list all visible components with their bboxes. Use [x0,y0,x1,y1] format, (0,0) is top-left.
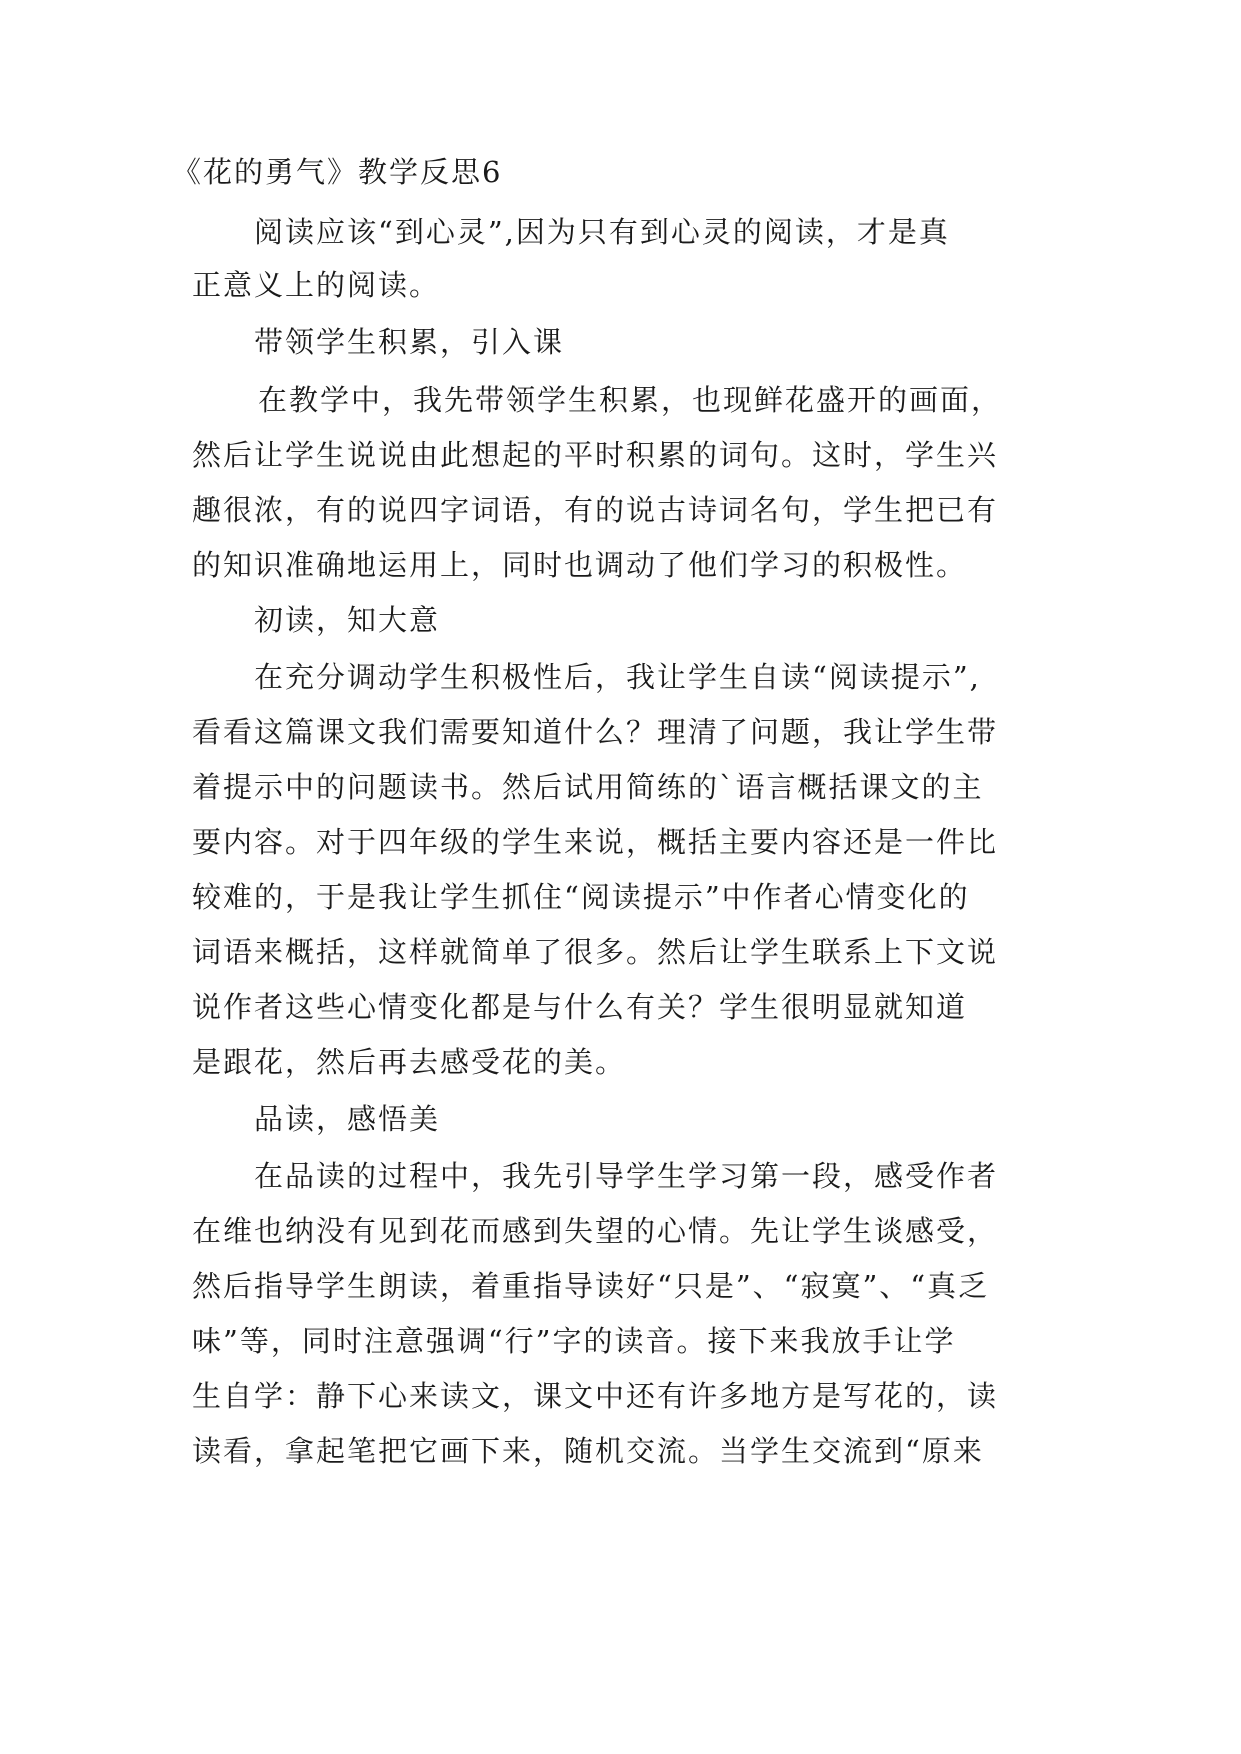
text-line: 是跟花，然后再去感受花的美。 [192,1045,627,1079]
text-line: 较难的，于是我让学生抓住“阅读提示”中作者心情变化的 [192,880,970,914]
section-heading: 品读，感悟美 [254,1102,441,1136]
text-line: 着提示中的问题读书。然后试用简练的`语言概括课文的主 [192,770,984,804]
text-line: 要内容。对于四年级的学生来说，概括主要内容还是一件比 [192,825,999,859]
text-line: 词语来概括，这样就简单了很多。然后让学生联系上下文说 [192,935,999,969]
document-title: 《花的勇气》教学反思6 [172,155,503,189]
text-line: 然后指导学生朗读，着重指导读好“只是”、“寂寞”、“真乏 [192,1269,990,1303]
text-line: 然后让学生说说由此想起的平时积累的词句。这时，学生兴 [192,438,999,472]
text-line: 阅读应该“到心灵”,因为只有到心灵的阅读，才是真 [254,215,950,249]
text-line: 在品读的过程中，我先引导学生学习第一段，感受作者 [254,1159,999,1193]
section-heading: 带领学生积累，引入课 [254,325,565,359]
text-line: 趣很浓，有的说四字词语，有的说古诗词名句，学生把已有 [192,493,999,527]
section-heading: 初读，知大意 [254,603,441,637]
text-line: 味”等，同时注意强调“行”字的读音。接下来我放手让学 [192,1324,956,1358]
text-line: 正意义上的阅读。 [192,268,441,302]
text-line: 说作者这些心情变化都是与什么有关？学生很明显就知道 [192,990,968,1024]
text-line: 在充分调动学生积极性后，我让学生自读“阅读提示”, [254,660,981,694]
text-line: 生自学：静下心来读文，课文中还有许多地方是写花的，读 [192,1379,999,1413]
text-line: 看看这篇课文我们需要知道什么？理清了问题，我让学生带 [192,715,999,749]
text-line: 在维也纳没有见到花而感到失望的心情。先让学生谈感受， [192,1214,999,1248]
text-line: 的知识准确地运用上，同时也调动了他们学习的积极性。 [192,548,968,582]
text-line: 在教学中，我先带领学生积累，也现鲜花盛开的画面， [258,383,1003,417]
text-line: 读看，拿起笔把它画下来，随机交流。当学生交流到“原来 [192,1434,984,1468]
